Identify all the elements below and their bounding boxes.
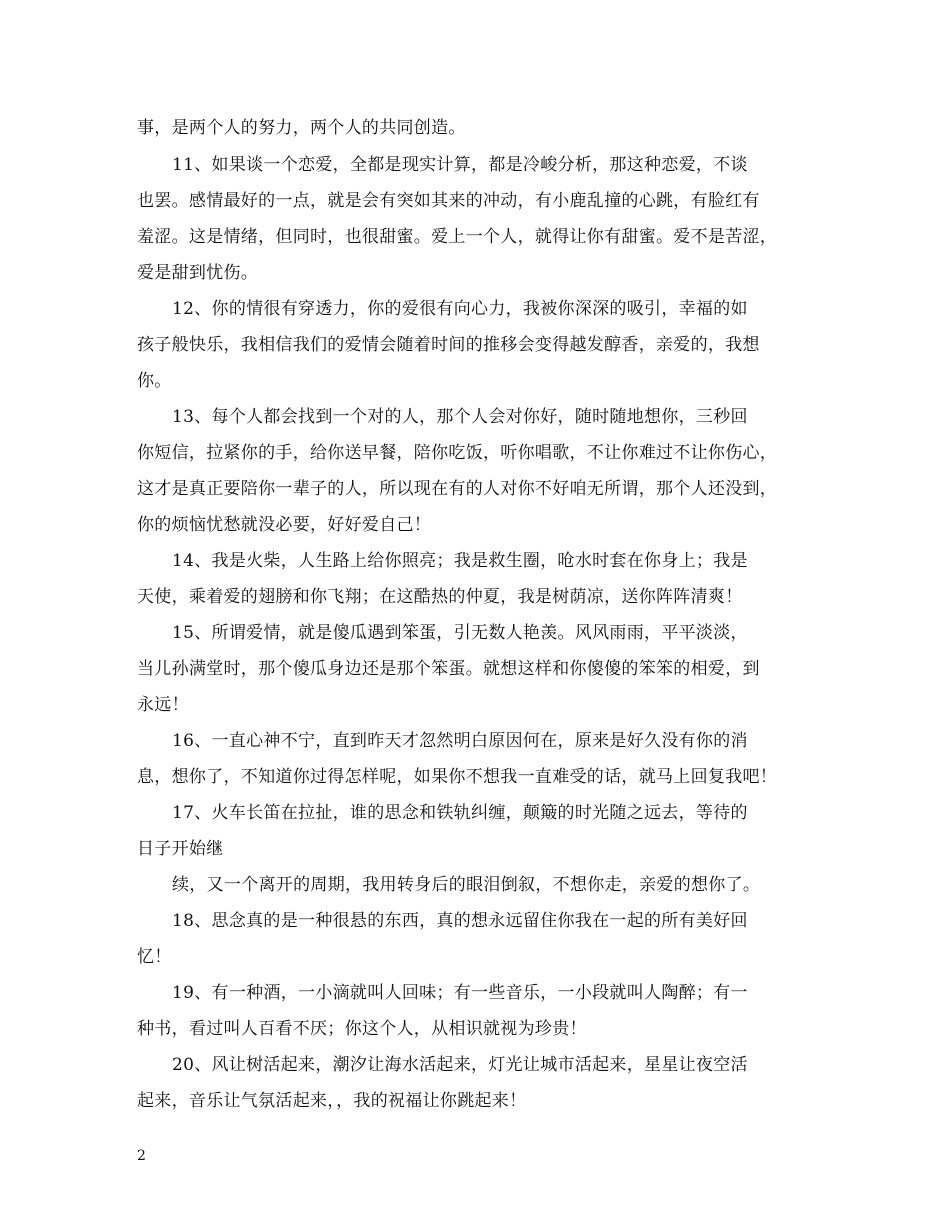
text-line: 永远！ (137, 695, 189, 715)
text-line: 13、每个人都会找到一个对的人，那个人会对你好，随时随地想你，三秒回 (172, 407, 748, 427)
text-line: 11、如果谈一个恋爱，全都是现实计算，都是冷峻分析，那这种恋爱，不谈 (172, 155, 748, 175)
text-line: 14、我是火柴，人生路上给你照亮；我是救生圈，呛水时套在你身上；我是 (172, 551, 748, 571)
text-line: 你。 (137, 371, 172, 391)
text-line: 日子开始继 (137, 839, 224, 859)
text-line: 20、风让树活起来，潮汐让海水活起来，灯光让城市活起来，星星让夜空活 (172, 1055, 748, 1075)
text-line: 起来，音乐让气氛活起来，，我的祝福让你跳起来！ (137, 1091, 527, 1111)
text-line: 12、你的情很有穿透力，你的爱很有向心力，我被你深深的吸引，幸福的如 (172, 299, 748, 319)
text-line: 天使，乘着爱的翅膀和你飞翔；在这酷热的仲夏，我是树荫凉，送你阵阵清爽！ (137, 587, 743, 607)
text-line: 18、思念真的是一种很悬的东西，真的想永远留住你我在一起的所有美好回 (172, 911, 748, 931)
text-line: 15、所谓爱情，就是傻瓜遇到笨蛋，引无数人艳羡。风风雨雨，平平淡淡， (172, 623, 748, 643)
text-line: 也罢。感情最好的一点，就是会有突如其来的冲动，有小鹿乱撞的心跳，有脸红有 (137, 191, 760, 211)
text-line: 孩子般快乐，我相信我们的爱情会随着时间的推移会变得越发醇香，亲爱的，我想 (137, 335, 760, 355)
text-line: 你短信，拉紧你的手，给你送早餐，陪你吃饭，听你唱歌，不让你难过不让你伤心， (137, 443, 778, 463)
text-line: 当儿孙满堂时，那个傻瓜身边还是那个笨蛋。就想这样和你傻傻的笨笨的相爱，到 (137, 659, 760, 679)
page-number: 2 (137, 1148, 146, 1164)
text-line: 息，想你了，不知道你过得怎样呢，如果你不想我一直难受的话，就马上回复我吧！ (137, 767, 778, 787)
text-line: 爱是甜到忧伤。 (137, 263, 259, 283)
text-line: 16、一直心神不宁，直到昨天才忽然明白原因何在，原来是好久没有你的消 (172, 731, 748, 751)
text-line: 事，是两个人的努力，两个人的共同创造。 (137, 118, 466, 138)
text-line: 羞涩。这是情绪，但同时，也很甜蜜。爱上一个人，就得让你有甜蜜。爱不是苦涩， (137, 227, 778, 247)
text-line: 续，又一个离开的周期，我用转身后的眼泪倒叙，不想你走，亲爱的想你了。 (172, 875, 761, 895)
text-line: 17、火车长笛在拉扯，谁的思念和铁轨纠缠，颠簸的时光随之远去，等待的 (172, 803, 748, 823)
text-line: 种书，看过叫人百看不厌；你这个人，从相识就视为珍贵！ (137, 1019, 587, 1039)
text-line: 你的烦恼忧愁就没必要，好好爱自己！ (137, 515, 432, 535)
text-line: 19、有一种酒，一小滴就叫人回味；有一些音乐，一小段就叫人陶醉；有一 (172, 983, 748, 1003)
text-line: 这才是真正要陪你一辈子的人，所以现在有的人对你不好咱无所谓，那个人还没到， (137, 479, 778, 499)
text-line: 忆！ (137, 947, 172, 967)
